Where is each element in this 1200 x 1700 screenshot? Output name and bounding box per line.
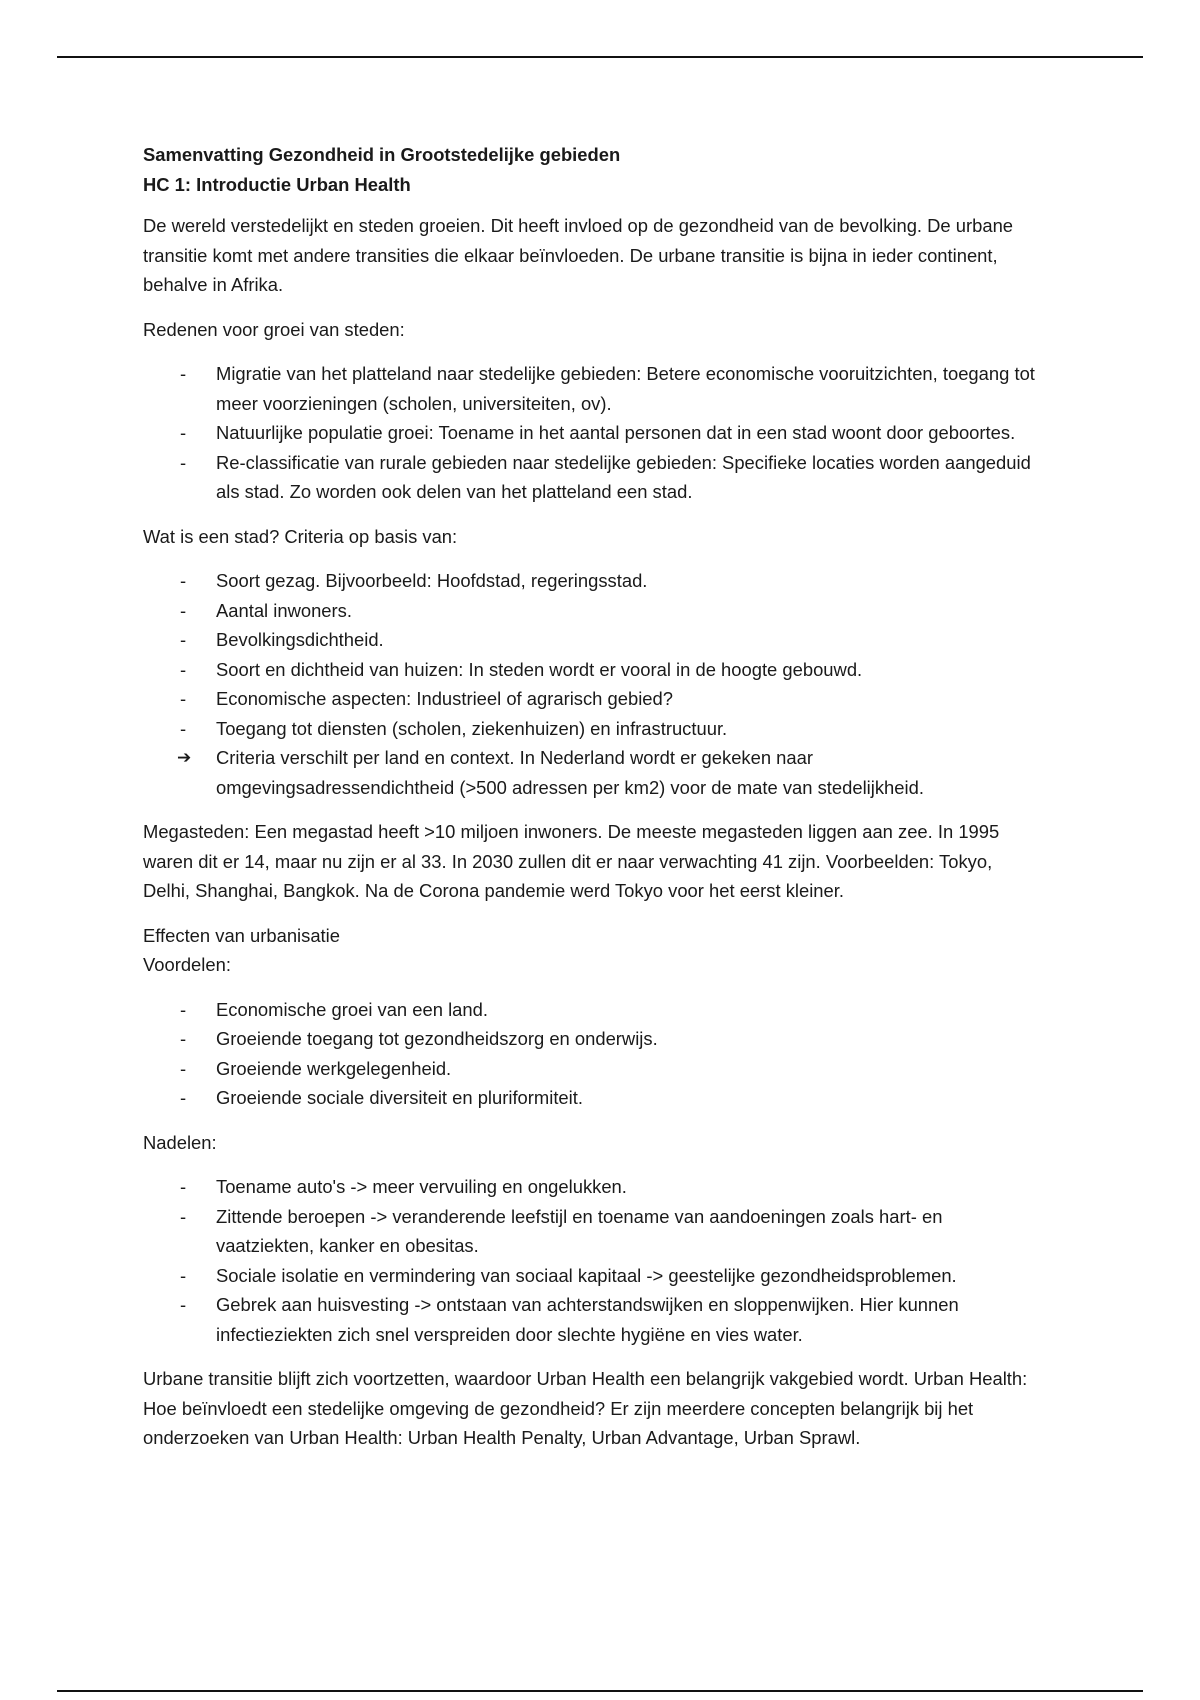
list-item-text: Soort en dichtheid van huizen: In steden wordt er vooral in de hoogte gebouwd. — [216, 658, 863, 680]
list-item-text: Zittende beroepen -> veranderende leefstijl en toename van aandoeningen zoals hart- en vaatziekten, kanker en obesitas. — [216, 1205, 943, 1256]
bullet-dash: - — [180, 658, 187, 680]
megacities-paragraph: Megasteden: Een megastad heeft >10 miljoen inwoners. De meeste megasteden liggen aan zee. In 1995 waren dit er 14, maar nu zijn er al 33. In 2030 zullen dit er naar verwachting 41 zijn. Voorbeelden: Tokyo, Delhi, Shanghai, Bangkok. Na de Corona pandemie werd Tokyo voor het eerst kleiner. — [143, 821, 1000, 901]
list-item-text: Groeiende sociale diversiteit en pluriformiteit. — [216, 1087, 583, 1108]
bullet-dash: - — [180, 1028, 187, 1049]
bullet-dash: - — [180, 629, 187, 650]
growth-heading: Redenen voor groei van steden: — [143, 318, 405, 340]
bullet-dash: - — [180, 599, 187, 621]
advantages-heading: Voordelen: — [143, 954, 231, 975]
list-item-text: Re-classificatie van rurale gebieden naar stedelijke gebieden: Specifieke locaties worden aangeduid als stad. Zo worden ook delen van het platteland een stad. — [216, 451, 1031, 502]
bullet-dash: - — [180, 998, 187, 1020]
list-item — [143, 418, 1043, 448]
bullet-dash: - — [180, 1057, 187, 1079]
list-item-text: Toegang tot diensten (scholen, ziekenhuizen) en infrastructuur. — [216, 717, 728, 739]
list-item — [143, 1202, 1043, 1261]
arrow-right-icon: ➔ — [177, 748, 192, 767]
list-item — [143, 596, 1043, 626]
list-item — [143, 448, 1043, 507]
list-item-text: Toename auto's -> meer vervuiling en ongelukken. — [216, 1176, 627, 1197]
list-item — [143, 743, 1043, 802]
criteria-conclusion: Criteria verschilt per land en context. In Nederland wordt er gekeken naar omgevingsadressendichtheid (>500 adressen per km2) voor de mate van stedelijkheid. — [216, 747, 924, 798]
list-item — [143, 655, 1043, 685]
list-item-text: Economische groei van een land. — [216, 998, 488, 1020]
advantages-list — [143, 995, 1043, 1113]
effects-heading: Effecten van urbanisatie — [143, 924, 340, 946]
list-item-text: Migratie van het platteland naar stedelijke gebieden: Betere economische vooruitzichten, toegang tot meer voorzieningen (scholen, universiteiten, ov). — [216, 363, 1035, 414]
list-item — [143, 566, 1043, 596]
disadvantages-list — [143, 1172, 1043, 1349]
list-item — [143, 1054, 1043, 1084]
list-item-text: Natuurlijke populatie groei: Toename in het aantal personen dat in een stad woont door geboortes. — [216, 422, 1016, 443]
list-item — [143, 714, 1043, 744]
bullet-dash: - — [180, 422, 187, 443]
footer-rule — [57, 1690, 1143, 1692]
bullet-dash: - — [180, 363, 187, 384]
bullet-dash: - — [180, 717, 187, 739]
list-item — [143, 625, 1043, 655]
list-item-text: Groeiende werkgelegenheid. — [216, 1057, 452, 1079]
growth-list — [143, 359, 1043, 507]
list-item-text: Economische aspecten: Industrieel of agrarisch gebied? — [216, 688, 673, 709]
document-title: Samenvatting Gezondheid in Grootstedelijke gebieden — [143, 144, 621, 165]
list-item — [143, 359, 1043, 418]
bullet-dash: - — [180, 1205, 187, 1227]
bullet-dash: - — [180, 1087, 187, 1108]
list-item-text: Soort gezag. Bijvoorbeeld: Hoofdstad, regeringsstad. — [216, 570, 648, 591]
list-item-text: Groeiende toegang tot gezondheidszorg en onderwijs. — [216, 1028, 658, 1049]
list-item — [143, 1172, 1043, 1202]
closing-paragraph: Urbane transitie blijft zich voortzetten, waardoor Urban Health een belangrijk vakgebied wordt. Urban Health: Hoe beïnvloedt een stedelijke omgeving de gezondheid? Er zijn meerdere concepten belangrijk bij het onderzoeken van Urban Health: Urban Health Penalty, Urban Advantage, Urban Sprawl. — [143, 1368, 1028, 1448]
list-item — [143, 1024, 1043, 1054]
bullet-dash: - — [180, 1264, 187, 1286]
list-item — [143, 1083, 1043, 1113]
intro-paragraph: De wereld verstedelijkt en steden groeien. Dit heeft invloed op de gezondheid van de bevolking. De urbane transitie komt met andere transities die elkaar beïnvloeden. De urbane transitie is bijna in ieder continent, behalve in Afrika. — [143, 215, 1014, 295]
city-criteria-heading: Wat is een stad? Criteria op basis van: — [143, 525, 458, 547]
list-item — [143, 995, 1043, 1025]
list-item-text: Gebrek aan huisvesting -> ontstaan van achterstandswijken en sloppenwijken. Hier kunnen infectieziekten zich snel verspreiden door slechte hygiëne en vies water. — [216, 1294, 959, 1345]
bullet-dash: - — [180, 570, 187, 591]
list-item-text: Bevolkingsdichtheid. — [216, 629, 384, 650]
bullet-dash: - — [180, 451, 187, 473]
list-item — [143, 1261, 1043, 1291]
list-item — [143, 1290, 1043, 1349]
list-item-text: Sociale isolatie en vermindering van sociaal kapitaal -> geestelijke gezondheidsproblemen. — [216, 1264, 957, 1286]
bullet-dash: - — [180, 688, 187, 709]
list-item-text: Aantal inwoners. — [216, 599, 352, 621]
document-body — [143, 140, 1043, 1468]
disadvantages-heading: Nadelen: — [143, 1131, 217, 1153]
list-item — [143, 684, 1043, 714]
lecture-heading: HC 1: Introductie Urban Health — [143, 173, 411, 195]
header-rule — [57, 56, 1143, 58]
bullet-dash: - — [180, 1294, 187, 1315]
bullet-dash: - — [180, 1176, 187, 1197]
city-criteria-list — [143, 566, 1043, 802]
